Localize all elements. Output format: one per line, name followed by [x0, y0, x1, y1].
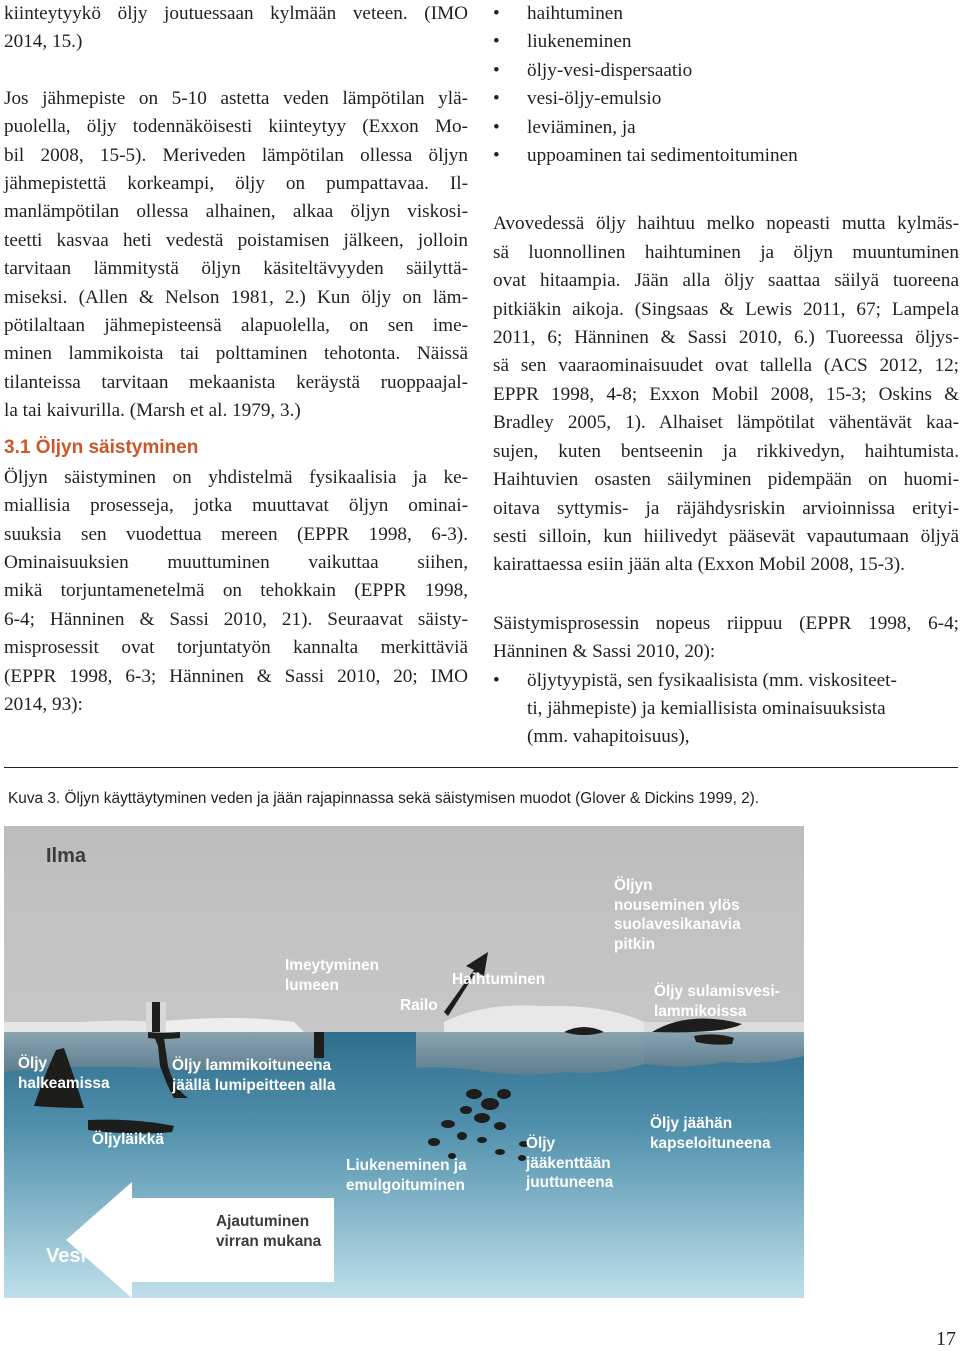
label-oil-in-cracks: Öljy halkeamissa: [18, 1055, 110, 1092]
text-line: 2014, 15.): [4, 31, 83, 53]
text-line: puolella, öljy todennäköisesti kiinteytyy (Exxon Mo-: [4, 116, 468, 138]
paragraph: [493, 210, 959, 579]
bullet-item: • öljy-vesi-dispersaatio: [493, 57, 959, 85]
label-evaporation: Haihtuminen: [452, 971, 546, 988]
text-line: ovat hitaampia. Jään alla öljy saattaa säilyä tuoreena: [493, 270, 959, 292]
bullet-item: • haihtuminen: [493, 0, 959, 28]
label-oil-under-snow: Öljy lammikoituneena jäällä lumipeitteen alla: [172, 1057, 336, 1094]
text-line: Hänninen & Sassi 2010, 20):: [493, 641, 716, 663]
label-brine-channel-migration: Öljyn nouseminen ylös suolavesikanavia pitkin: [614, 877, 741, 953]
text-line: kiinteytyykö öljy joutuessaan kylmään veteen. (IMO: [4, 3, 468, 24]
paragraph: [4, 0, 468, 57]
text-line: (EPPR 1998, 6-3; Hänninen & Sassi 2010, 20; IMO: [4, 665, 468, 687]
text-line: minen lammikoista tai polttaminen tehotonta. Näissä: [4, 343, 468, 365]
bullet-item: • liukeneminen: [493, 28, 959, 56]
bullet-item: • uppoaminen tai sedimentoituminen: [493, 142, 959, 170]
text-line: kairattaessa esiin jään alta (Exxon Mobil 2008, 15-3).: [493, 554, 905, 576]
text-line: suuksia sen vuodettua mereen (EPPR 1998, 6-3).: [4, 523, 468, 545]
text-line: Jos jähmepiste on 5-10 astetta veden lämpötilan ylä-: [4, 87, 468, 109]
text-line: sä sen vaaraominaisuudet ovat tallella (ACS 2012, 12;: [493, 355, 959, 377]
text-line: 2011, 6; Hänninen & Sassi 2010, 6.) Tuoreessa öljys-: [493, 327, 959, 349]
text-line: Bradley 2005, 1). Alhaiset lämpötilat vähentävät kaa-: [493, 412, 959, 434]
text-line: EPPR 1998, 4-8; Exxon Mobil 2008, 15-3; Oskins &: [493, 383, 959, 405]
text-line: 2014, 93):: [4, 693, 83, 715]
text-line: 6-4; Hänninen & Sassi 2010, 21). Seuraavat säisty-: [4, 608, 468, 630]
oil-ice-diagram: [4, 826, 804, 1298]
divider: [4, 767, 958, 768]
text-line: jähmepistettä korkeampi, öljy on pumpattavaa. Il-: [4, 173, 468, 195]
text-line: mikä torjuntamenetelmä on tehokkain (EPPR 1998,: [4, 580, 468, 602]
label-absorption-into-snow: Imeytyminen lumeen: [285, 957, 380, 994]
text-line: oitava syttymis- ja räjähdysriskin arvioinnissa erityi-: [493, 497, 959, 519]
label-oil-encapsulated: Öljy jäähän kapseloituneena: [650, 1115, 771, 1152]
text-line: Säistymisprosessin nopeus riippuu (EPPR 1998, 6-4;: [493, 612, 959, 634]
bullet-item: • leviäminen, ja: [493, 114, 959, 142]
text-line: miseksi. (Allen & Nelson 1981, 2.) Kun öljy on läm-: [4, 286, 468, 308]
text-line: la tai kaivurilla. (Marsh et al. 1979, 3.): [4, 400, 301, 422]
text-line: miallisia prosesseja, jotka muuttavat öljyn ominai-: [4, 495, 468, 517]
text-line: sesti silloin, kun hiilivedyt pääsevät vapautumaan öljyä: [493, 525, 959, 547]
right-column: [493, 0, 959, 752]
text-line: sä luonnollinen haihtuminen ja öljyn muuntuminen: [493, 241, 959, 263]
section-heading: 3.1 Öljyn säistyminen: [4, 436, 199, 458]
label-water: Vesi: [46, 1245, 87, 1267]
page-number: 17: [936, 1328, 956, 1350]
text-line: Avovedessä öljy haihtuu melko nopeasti mutta kylmäs-: [493, 213, 959, 235]
label-oil-slick: Öljyläikkä: [92, 1131, 164, 1148]
label-dissolution-emulsification: Liukeneminen ja emulgoituminen: [346, 1157, 467, 1194]
text-line: pötilaltaan jähmepisteensä alapuolella, on sen ime-: [4, 315, 468, 337]
paragraph: [4, 85, 468, 426]
text-line: manlämpötilan ollessa alhainen, alkaa öljyn viskosi-: [4, 201, 468, 223]
bullet-item: • öljytyypistä, sen fysikaalisista (mm. viskositeet- ti, jähmepiste) ja kemiallisista ominaisuuksista (mm. vahapitoisuus),: [493, 667, 959, 752]
text-line: misprosessit ovat torjuntatyön kannalta merkittäviä: [4, 637, 468, 659]
paragraph: [4, 464, 468, 720]
paragraph: [493, 610, 959, 667]
bullet-list: [493, 667, 959, 752]
bullet-item: • vesi-öljy-emulsio: [493, 85, 959, 113]
text-line: Haihtuvien osasten säilyminen pidempään on huomi-: [493, 469, 959, 491]
text-line: tilanteissa tarvitaan mekaanista keräystä ruoppaajal-: [4, 371, 468, 393]
text-line: Öljyn säistyminen on yhdistelmä fysikaalisia ja ke-: [4, 466, 468, 488]
label-drift-with-current: Ajautuminen virran mukana: [216, 1213, 322, 1250]
label-oil-trapped-in-ice: Öljy jääkenttään juuttuneena: [526, 1135, 614, 1192]
text-line: Ominaisuuksien muuttuminen vaikuttaa siihen,: [4, 551, 468, 573]
text-line: pitkiäkin aikoja. (Singsaas & Lewis 2011, 67; Lampela: [493, 298, 959, 320]
left-column: [4, 0, 468, 719]
figure-caption: Kuva 3. Öljyn käyttäytyminen veden ja jään rajapinnassa sekä säistymisen muodot (Glover & Dickins 1999, 2).: [8, 790, 760, 807]
text-line: bil 2008, 15-5). Meriveden lämpötilan ollessa öljyn: [4, 144, 468, 166]
label-lead: Railo: [400, 997, 438, 1014]
text-line: tarvitaan lämmitystä öljyn käsiteltävyyden säilyttä-: [4, 258, 468, 280]
label-melt-pools: Öljy sulamisvesi- lammikoissa: [654, 983, 780, 1020]
text-line: sujen, kuten bentseenin ja rikkivedyn, haihtumista.: [493, 440, 959, 462]
bullet-list: [493, 0, 959, 170]
label-air: Ilma: [46, 845, 87, 867]
text-line: teetti kasvaa heti vedestä poistamisen jälkeen, jolloin: [4, 229, 468, 251]
